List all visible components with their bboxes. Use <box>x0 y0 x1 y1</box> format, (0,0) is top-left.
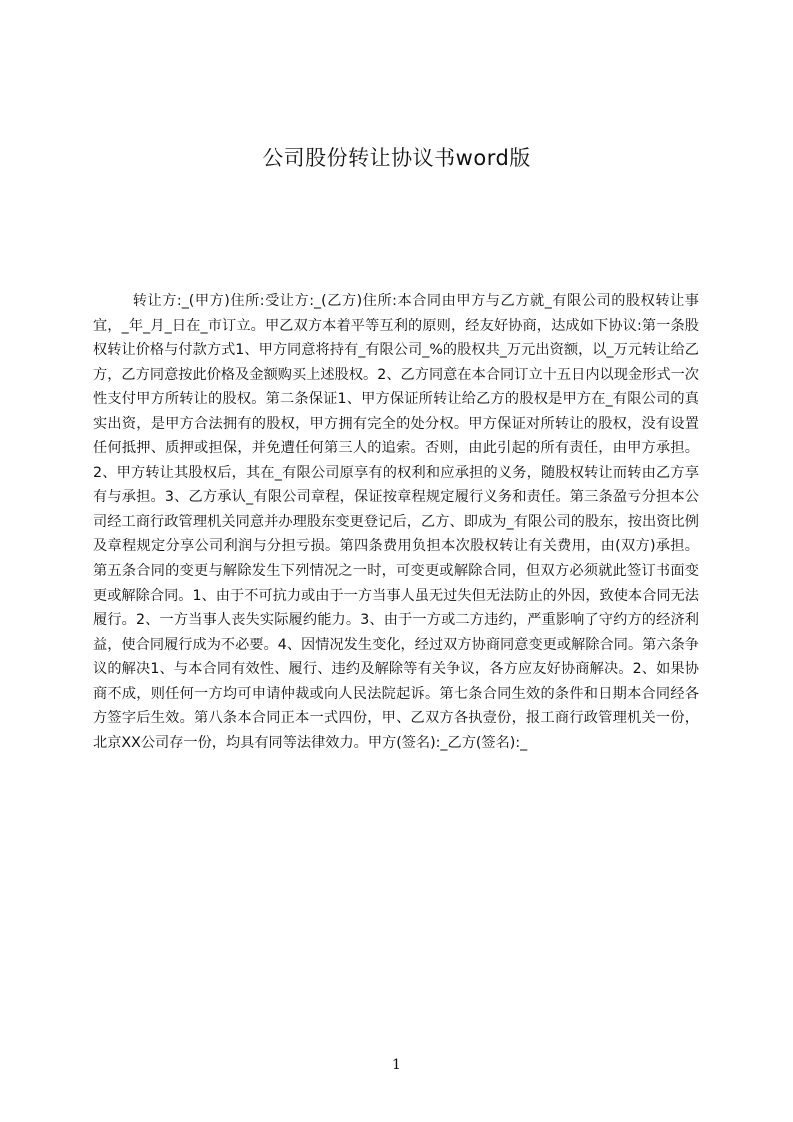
document-title: 公司股份转让协议书word版 <box>262 146 531 170</box>
document-body-paragraph: 转让方:_(甲方)住所:受让方:_(乙方)住所:本合同由甲方与乙方就_有限公司的股权转让事宜，_年_月_日在_市订立。甲乙双方本着平等互利的原则，经友好协商，达成如下协议:第一条股权转让价格与付款方式1、甲方同意将持有_有限公司_%的股权共_万元出资额，以_万元转让给乙方，乙方同意按此价格及金额购买上述股权。2、乙方同意在本合同订立十五日内以现金形式一次性支付甲方所转让的股权。第二条保证1、甲方保证所转让给乙方的股权是甲方在_有限公司的真实出资，是甲方合法拥有的股权，甲方拥有完全的处分权。甲方保证对所转让的股权，没有设置任何抵押、质押或担保，并免遭任何第三人的追索。否则，由此引起的所有责任，由甲方承担。2、甲方转让其股权后，其在_有限公司原享有的权利和应承担的义务，随股权转让而转由乙方享有与承担。3、乙方承认_有限公司章程，保证按章程规定履行义务和责任。第三条盈亏分担本公司经工商行政管理机关同意并办理股东变更登记后，乙方、即成为_有限公司的股东，按出资比例及章程规定分享公司利润与分担亏损。第四条费用负担本次股权转让有关费用，由(双方)承担。第五条合同的变更与解除发生下列情况之一时，可变更或解除合同，但双方必须就此签订书面变更或解除合同。1、由于不可抗力或由于一方当事人虽无过失但无法防止的外因，致使本合同无法履行。2、一方当事人丧失实际履约能力。3、由于一方或二方违约，严重影响了守约方的经济利益，使合同履行成为不必要。4、因情况发生变化，经过双方协商同意变更或解除合同。第六条争议的解决1、与本合同有效性、履行、违约及解除等有关争议，各方应友好协商解决。2、如果协商不成，则任何一方均可申请仲裁或向人民法院起诉。第七条合同生效的条件和日期本合同经各方签字后生效。第八条本合同正本一式四份，甲、乙双方各执壹份，报工商行政管理机关一份，北京XX公司存一份，均具有同等法律效力。甲方(签名):_乙方(签名):_ <box>93 293 699 751</box>
page-number: 1 <box>392 1057 401 1073</box>
